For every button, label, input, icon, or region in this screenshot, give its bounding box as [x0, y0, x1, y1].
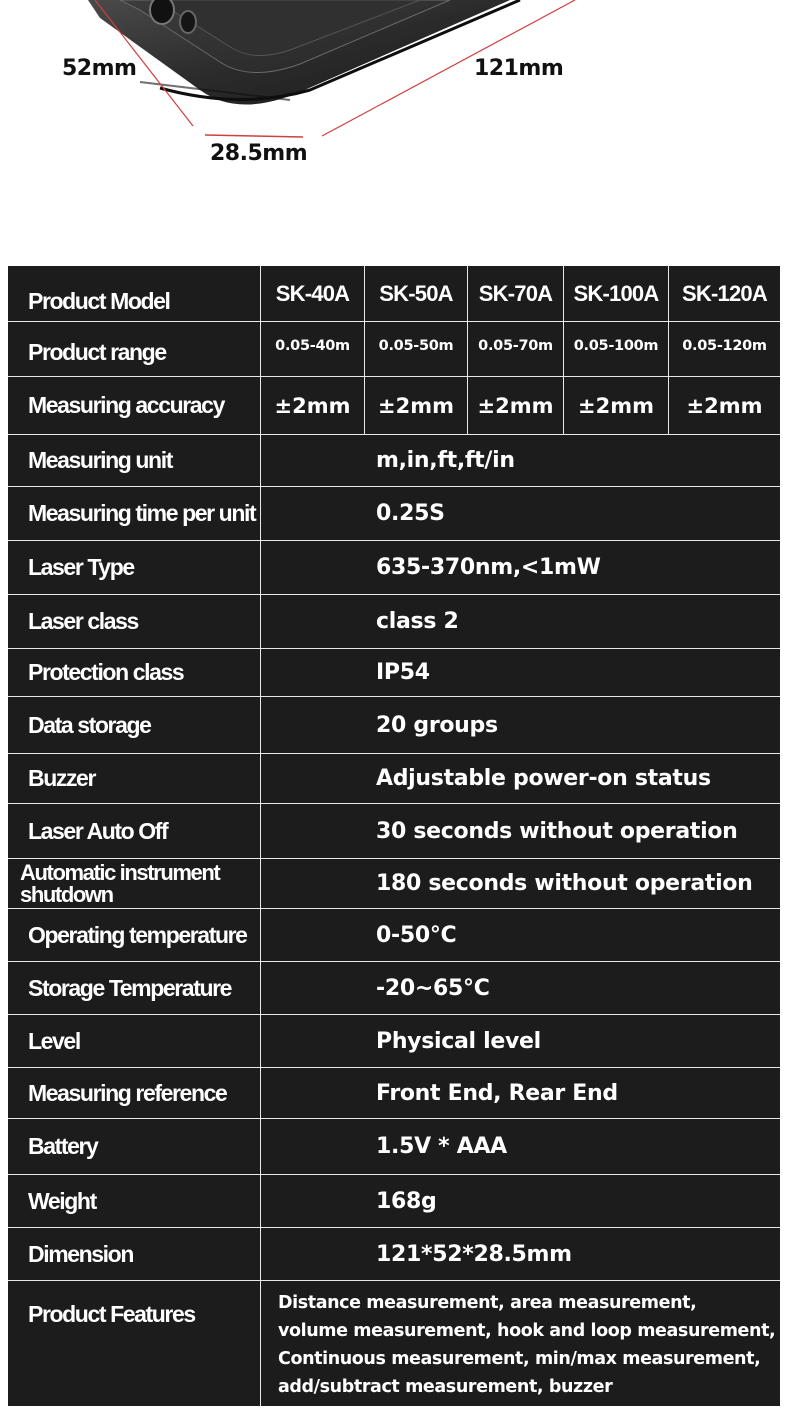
model-cell: SK-40A	[261, 266, 365, 321]
row-label: Automatic instrument shutdown	[8, 859, 261, 908]
range-cell: 0.05-100m	[564, 322, 669, 376]
row-value: 635-370nm,<1mW	[376, 555, 601, 580]
model-cell: SK-100A	[564, 266, 669, 321]
row-label: Laser Auto Off	[8, 804, 261, 858]
row-value: m,in,ft,ft/in	[376, 448, 515, 473]
table-row-measuring-time	[8, 487, 780, 541]
table-row-measuring-accuracy	[8, 377, 780, 435]
range-cell: 0.05-40m	[261, 322, 365, 376]
row-value: Adjustable power-on status	[376, 766, 711, 791]
row-label: Buzzer	[8, 754, 261, 803]
model-cell: SK-70A	[468, 266, 564, 321]
row-label: Product Model	[8, 266, 261, 321]
row-value: Front End, Rear End	[376, 1080, 618, 1106]
row-label: Dimension	[8, 1228, 261, 1280]
accuracy-cell: ±2mm	[468, 377, 564, 434]
row-value: 0-50°C	[376, 922, 457, 948]
row-value: -20~65°C	[376, 975, 490, 1001]
row-label: Level	[8, 1015, 261, 1067]
table-row-measuring-unit	[8, 435, 780, 487]
accuracy-cell: ±2mm	[365, 377, 468, 434]
table-row-level	[8, 1015, 780, 1068]
accuracy-cell: ±2mm	[686, 393, 763, 418]
row-label: Laser class	[8, 595, 261, 648]
feature-line: add/subtract measurement, buzzer	[278, 1377, 613, 1397]
table-row-auto-shutdown	[8, 859, 780, 909]
table-row-storage-temperature	[8, 962, 780, 1015]
row-label: Protection class	[8, 649, 261, 696]
accuracy-cells	[261, 377, 780, 434]
row-label: Measuring time per unit	[8, 487, 261, 540]
depth-dimension-label: 28.5mm	[210, 141, 308, 166]
row-label: Product range	[8, 322, 261, 376]
row-label: Storage Temperature	[8, 962, 261, 1014]
row-value: 30 seconds without operation	[376, 818, 738, 844]
row-value: IP54	[376, 660, 430, 685]
row-label: Measuring accuracy	[8, 377, 261, 434]
row-value: 1.5V * AAA	[376, 1134, 507, 1159]
row-value: 168g	[376, 1188, 437, 1214]
row-value: 20 groups	[376, 712, 498, 738]
row-label: Laser Type	[8, 541, 261, 594]
table-row-laser-type	[8, 541, 780, 595]
table-row-product-range	[8, 322, 780, 377]
product-dimension-image	[0, 0, 790, 260]
row-label: Battery	[8, 1119, 261, 1174]
specification-table	[8, 266, 780, 1406]
row-value: 121*52*28.5mm	[376, 1241, 572, 1267]
row-label: Measuring unit	[8, 435, 261, 486]
table-row-laser-auto-off	[8, 804, 780, 859]
row-label: Measuring reference	[8, 1068, 261, 1118]
model-cells	[261, 266, 780, 321]
row-value: Physical level	[376, 1028, 541, 1054]
table-row-weight	[8, 1175, 780, 1228]
table-row-product-features	[8, 1281, 780, 1406]
feature-line: Distance measurement, area measurement,	[278, 1293, 697, 1313]
device-illustration-icon	[0, 0, 790, 260]
width-dimension-label: 52mm	[62, 56, 137, 81]
accuracy-cell: ±2mm	[261, 377, 365, 434]
table-row-dimension	[8, 1228, 780, 1281]
features-list	[278, 1289, 776, 1401]
model-cell: SK-120A	[682, 280, 767, 306]
feature-line: Continuous measurement, min/max measurement,	[278, 1349, 761, 1369]
row-value: 180 seconds without operation	[376, 871, 753, 896]
row-label: Data storage	[8, 697, 261, 753]
range-cell: 0.05-70m	[468, 322, 564, 376]
table-row-protection-class	[8, 649, 780, 697]
row-value: 0.25S	[376, 501, 445, 526]
model-cell: SK-50A	[365, 266, 468, 321]
row-label: Product Features	[8, 1281, 261, 1406]
row-label: Operating temperature	[8, 909, 261, 961]
table-row-product-model	[8, 266, 780, 322]
range-cell: 0.05-120m	[682, 338, 767, 354]
table-row-battery	[8, 1119, 780, 1175]
range-cells	[261, 322, 780, 376]
row-value: class 2	[376, 609, 459, 634]
range-cell: 0.05-50m	[365, 322, 468, 376]
row-label: Weight	[8, 1175, 261, 1227]
table-row-measuring-reference	[8, 1068, 780, 1119]
accuracy-cell: ±2mm	[564, 377, 669, 434]
table-row-operating-temperature	[8, 909, 780, 962]
table-row-data-storage	[8, 697, 780, 754]
table-row-laser-class	[8, 595, 780, 649]
length-dimension-label: 121mm	[474, 56, 564, 81]
feature-line: volume measurement, hook and loop measurement,	[278, 1321, 776, 1341]
table-row-buzzer	[8, 754, 780, 804]
